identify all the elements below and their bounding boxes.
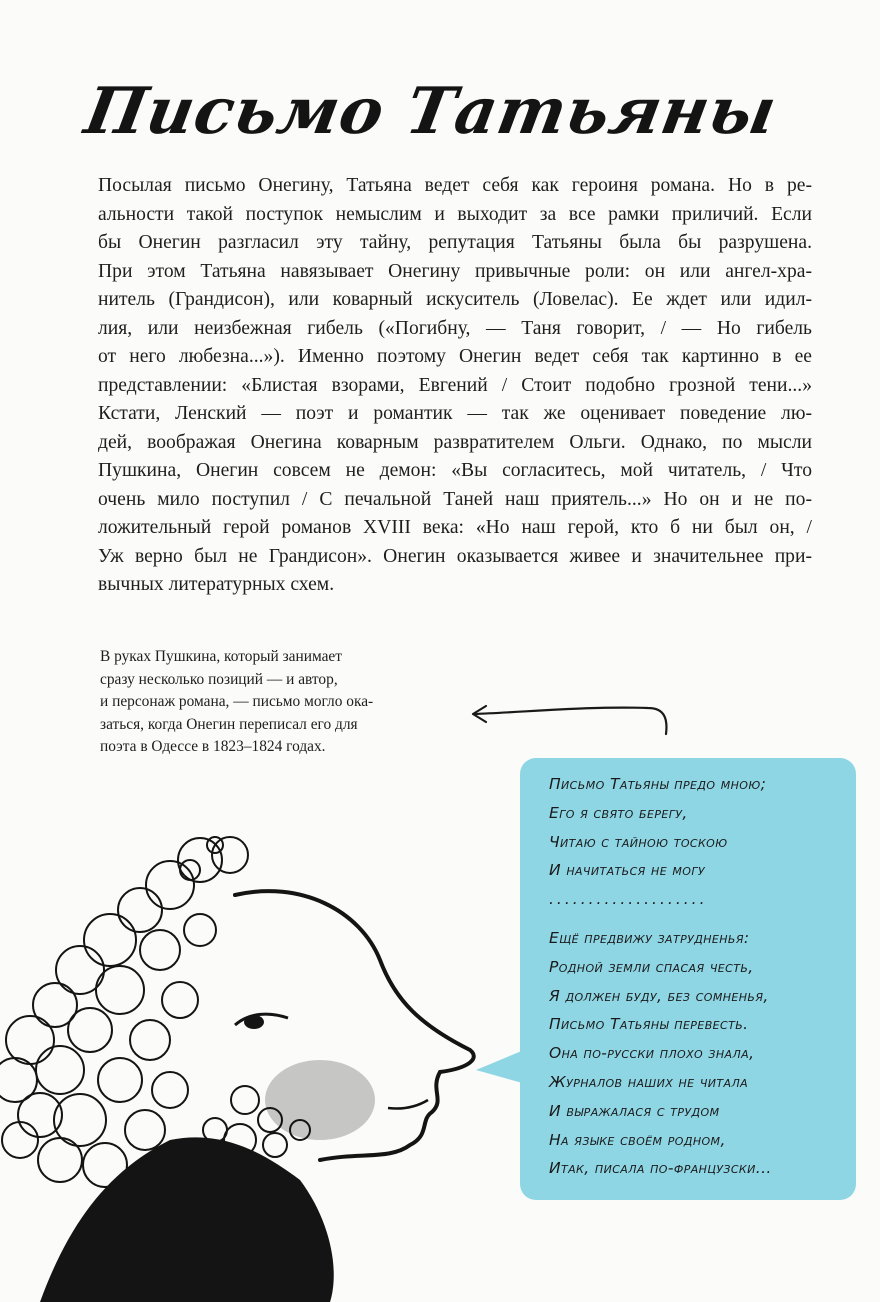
body-line: вычных литературных схем. <box>98 574 335 595</box>
poem-line: Читаю с тайною тоскою <box>549 832 728 851</box>
poem-line: На языке своём родном, <box>549 1130 726 1149</box>
poem-line: Она по-русски плохо знала, <box>549 1044 755 1063</box>
body-line: лия, или неизбежная гибель («Погибну, — Таня говорит, / — Но гибель <box>98 317 812 339</box>
body-line: бы Онегин разгласил эту тайну, репутация Татьяны была бы разрушена. <box>98 232 812 253</box>
caption-line: заться, когда Онегин переписал его для <box>100 715 358 733</box>
body-line: дей, воображая Онегина коварным развратителем Ольги. Однако, по мысли <box>98 431 812 453</box>
sideburn-shading <box>265 1060 375 1140</box>
poem-line: Ещё предвижу затрудненья: <box>549 928 750 947</box>
body-line: представлении: «Блистая взорами, Евгений / Стоит подобно грозной тени...» <box>98 374 812 396</box>
poem-line: Письмо Татьяны перевесть. <box>549 1015 749 1034</box>
poem-line: И начитаться не могу <box>549 861 705 880</box>
poem-line: Родной земли спасая честь, <box>549 957 754 976</box>
poem-line: Я должен буду, без сомненья, <box>549 986 769 1005</box>
body-line: очень мило поступил / С печальной Таней наш приятель...» Но он и не по- <box>98 488 812 510</box>
page-title: Письмо Татьяны <box>79 74 783 149</box>
poem-line: Его я свято берегу, <box>549 803 688 822</box>
caption-line: В руках Пушкина, который занимает <box>100 648 342 665</box>
poem-line: Письмо Татьяны предо мною; <box>549 775 767 793</box>
pushkin-portrait-illustration <box>0 800 500 1302</box>
poem-quote <box>549 770 859 1183</box>
caption-line: сразу несколько позиций — и автор, <box>100 670 338 688</box>
stanza-gap <box>549 914 859 924</box>
body-line: от него любезна...»). Именно поэтому Онегин ведет себя так картинно в ее <box>98 346 812 367</box>
poem-line: Итак, писала по-французски... <box>549 1159 772 1178</box>
body-line: Кстати, Ленский — поэт и романтик — так же оценивает поведение лю- <box>98 403 812 424</box>
body-line: При этом Татьяна навязывает Онегину привычные роли: он или ангел-хра- <box>98 260 812 282</box>
body-line: альности такой поступок немыслим и выходит за все рамки приличий. Если <box>98 203 812 225</box>
arrow-left-icon <box>468 696 678 742</box>
poem-line: И выражалася с трудом <box>549 1101 720 1120</box>
poem-ellipsis: .................... <box>549 890 708 909</box>
body-line: Пушкина, Онегин совсем не демон: «Вы согласитесь, мой читатель, / Что <box>98 460 812 481</box>
body-line: нитель (Грандисон), или коварный искуситель (Ловелас). Ее ждет или идил- <box>98 289 812 310</box>
caption-line: и персонаж романа, — письмо могло ока- <box>100 693 374 711</box>
caption-line: поэта в Одессе в 1823–1824 годах. <box>100 738 326 756</box>
mouth <box>388 1100 428 1109</box>
body-line: ложительный герой романов XVIII века: «Но наш герой, кто б ни был он, / <box>98 517 812 538</box>
body-line: Посылая письмо Онегину, Татьяна ведет себя как героиня романа. Но в ре- <box>98 175 812 196</box>
image-caption <box>100 646 470 759</box>
poem-line: Журналов наших не читала <box>549 1072 749 1091</box>
body-paragraph <box>98 172 812 600</box>
body-line: Уж верно был не Грандисон». Онегин оказывается живее и значительнее при- <box>98 545 812 567</box>
